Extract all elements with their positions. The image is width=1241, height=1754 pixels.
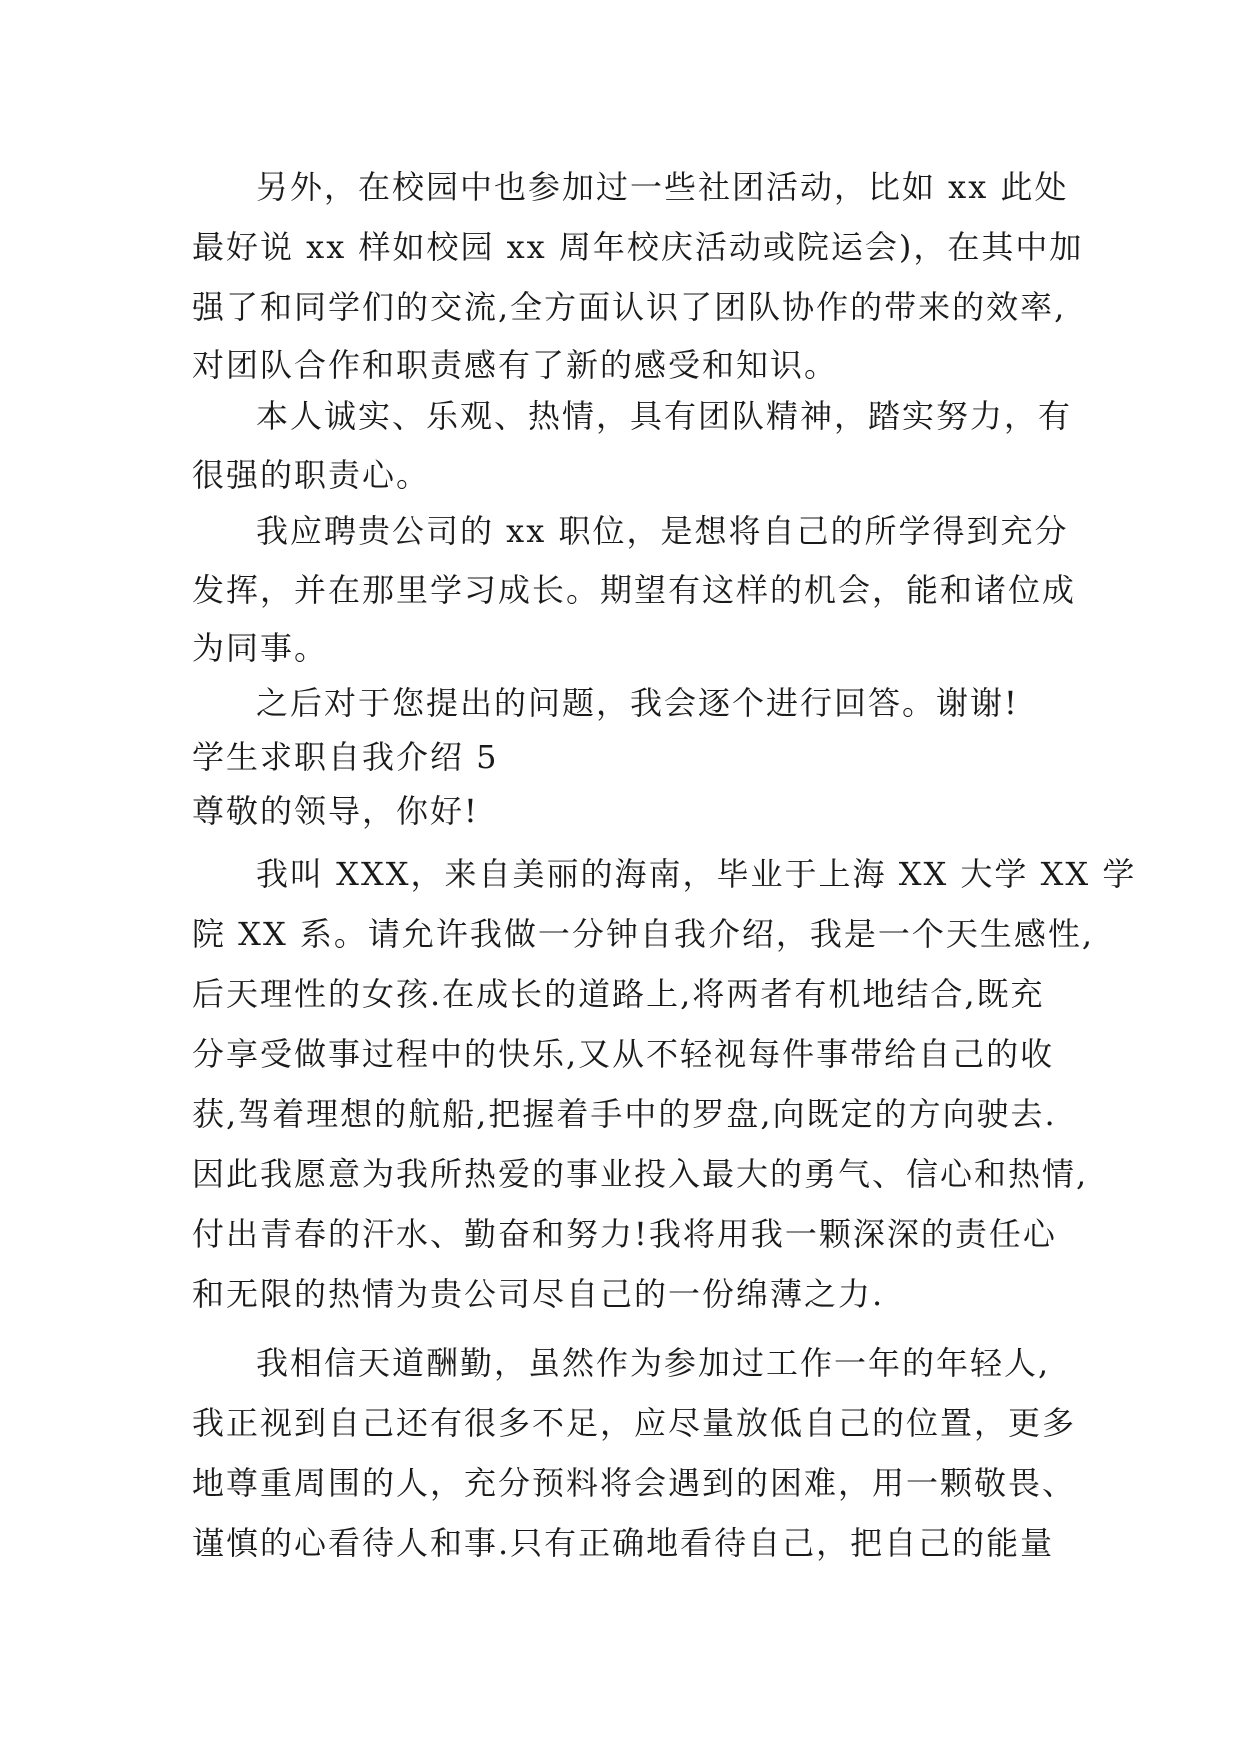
paragraph-line: 发挥，并在那里学习成长。期望有这样的机会，能和诸位成 [192, 571, 1077, 609]
paragraph-line: 付出青春的汗水、勤奋和努力!我将用我一颗深深的责任心 [192, 1215, 1057, 1253]
paragraph-line: 后天理性的女孩.在成长的道路上,将两者有机地结合,既充 [192, 975, 1045, 1013]
section-heading: 学生求职自我介绍 5 [192, 738, 499, 776]
paragraph-line: 本人诚实、乐观、热情，具有团队精神，踏实努力，有 [256, 397, 1073, 435]
paragraph-line: 很强的职责心。 [192, 456, 431, 494]
paragraph-line: 我应聘贵公司的 xx 职位，是想将自己的所学得到充分 [256, 512, 1069, 550]
paragraph-line: 分享受做事过程中的快乐,又从不轻视每件事带给自己的收 [192, 1035, 1055, 1073]
paragraph-line: 为同事。 [192, 629, 329, 667]
paragraph-line: 院 XX 系。请允许我做一分钟自我介绍，我是一个天生感性, [192, 915, 1095, 953]
paragraph-line: 我相信天道酬勤，虽然作为参加过工作一年的年轻人, [256, 1344, 1051, 1382]
paragraph-line: 之后对于您提出的问题，我会逐个进行回答。谢谢! [256, 684, 1019, 722]
paragraph-line: 最好说 xx 样如校园 xx 周年校庆活动或院运会)，在其中加 [192, 228, 1084, 266]
paragraph-line: 我正视到自己还有很多不足，应尽量放低自己的位置，更多 [192, 1404, 1077, 1442]
paragraph-line: 因此我愿意为我所热爱的事业投入最大的勇气、信心和热情, [192, 1155, 1089, 1193]
paragraph-line: 我叫 XXX，来自美丽的海南，毕业于上海 XX 大学 XX 学 [256, 855, 1137, 893]
paragraph-line: 谨慎的心看待人和事.只有正确地看待自己，把自己的能量 [192, 1524, 1055, 1562]
paragraph-line: 地尊重周围的人，充分预料将会遇到的困难，用一颗敬畏、 [192, 1464, 1077, 1502]
salutation: 尊敬的领导，你好! [192, 792, 479, 830]
paragraph-line: 和无限的热情为贵公司尽自己的一份绵薄之力. [192, 1275, 885, 1313]
paragraph-line: 强了和同学们的交流,全方面认识了团队协作的带来的效率, [192, 288, 1067, 326]
paragraph-line: 对团队合作和职责感有了新的感受和知识。 [192, 346, 839, 384]
paragraph-line: 获,驾着理想的航船,把握着手中的罗盘,向既定的方向驶去. [192, 1095, 1057, 1133]
paragraph-line: 另外，在校园中也参加过一些社团活动，比如 xx 此处 [256, 168, 1069, 206]
